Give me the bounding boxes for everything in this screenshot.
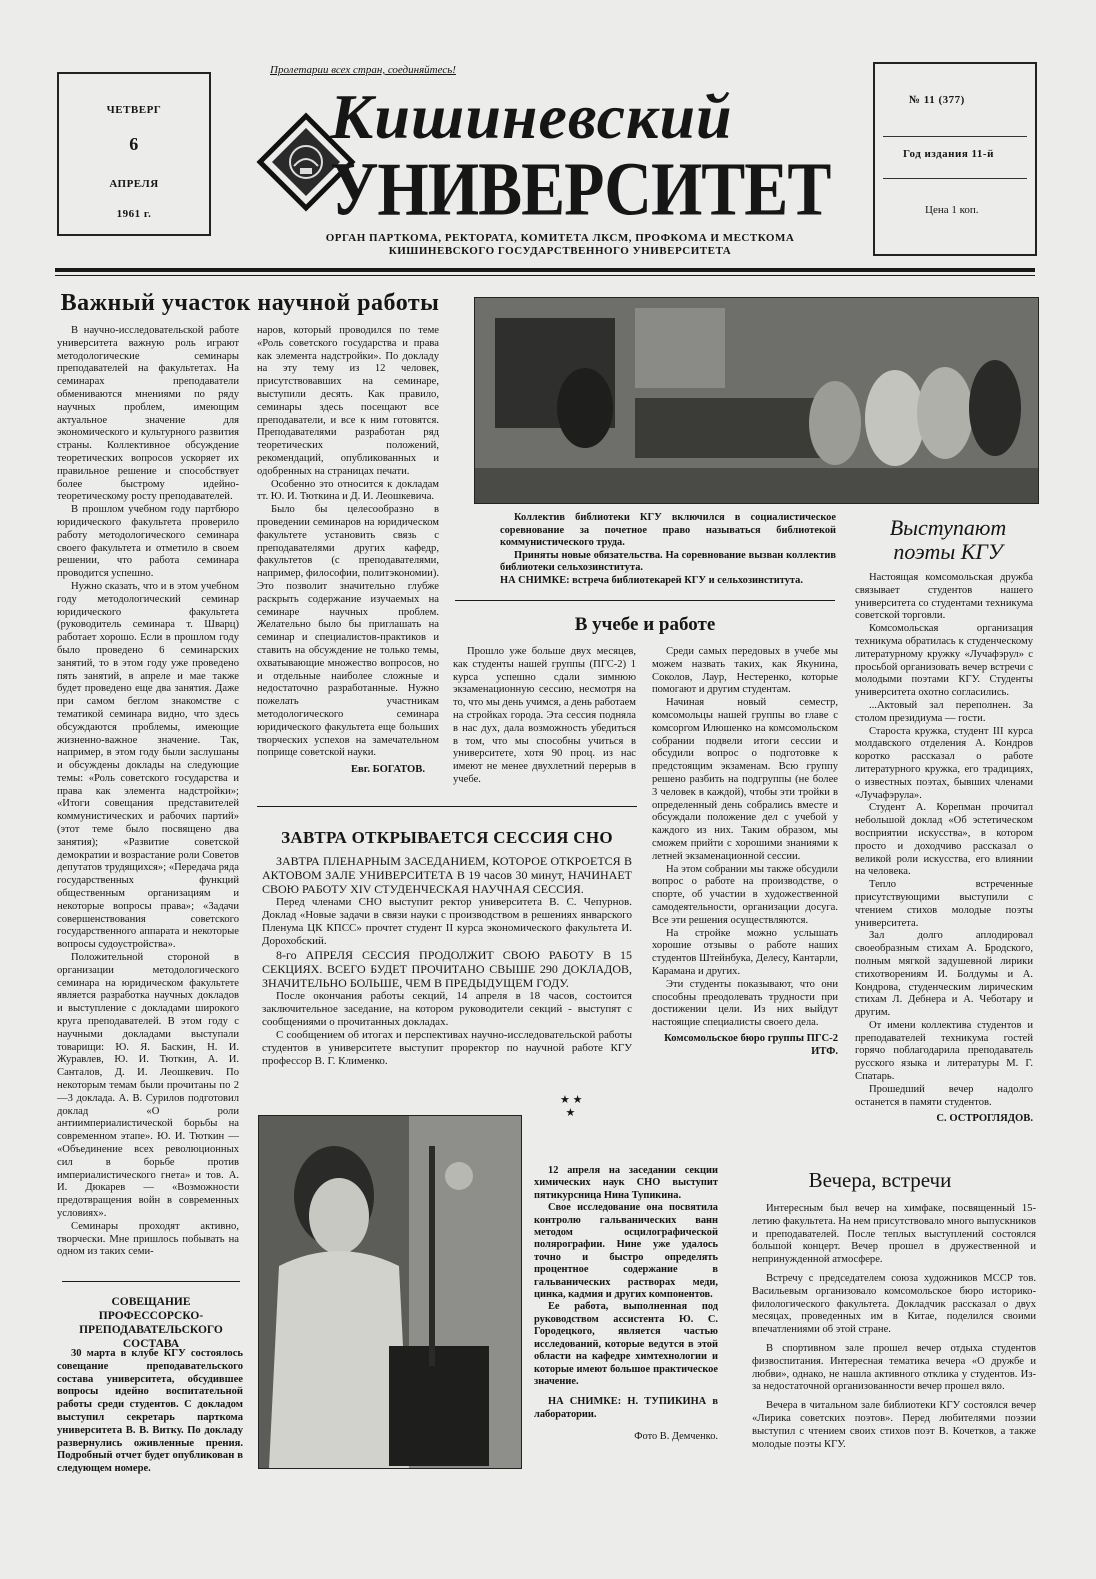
study-column-1 <box>453 646 636 787</box>
library-caption-3: НА СНИМКЕ: встреча библиотекарей КГУ и сельхозинститута. <box>500 574 803 586</box>
seminar-column-2 <box>257 325 439 777</box>
poets-p4: Староста кружка, студент III курса молдавского отделения А. Кондров коротко рассказал о работе литературного кружка, его традициях, о известных поэтах, бывших членами «Лучафэрула». <box>855 725 1033 801</box>
poets-p1: Настоящая комсомольская дружба связывает студентов нашего университета со студентами техникума советской торговли. <box>855 572 1033 622</box>
seminar-col2-p1: наров, который проводился по теме «Роль советского государства и права как элемента надстройки». По докладу на эту тему из 12 человек, присутствовавших на семинаре, выступили десять. Как правило, семинары здесь посещают все преподаватели, и все к ним готовятся. Преподавателями разработан ряд теоретических положений, рекомендаций, опубликованных и одобренных на страницах печати. <box>257 325 439 477</box>
title-script: Кишиневский <box>330 81 733 152</box>
headline-evenings: Вечера, встречи <box>808 1168 952 1192</box>
seminar-col1-p4: Положительной стороной в организации методологического семинара на юридическом факультете является разработка научных докладов и выступление с докладами широкого круга преподавателей. В этом году с научными докладами выступали товарищи: Ю. Я. Баскин, Н. И. Журавлев, Ю. И. Тюткин, А. И. Санталов, Д. И. Леошкевич. По некоторым темам были прочитаны по 2—3 доклада. А. В. Сурилов подготовил доклад «О роли антиимпериалистической борьбы на современном этапе». Ю. И. Тюткин — «Объединение всех революционных сил в борьбе против империалистического гнета» и тов. А. И. Дюкарев — «Возможности предотвращения войн в современных условиях». <box>57 952 239 1219</box>
evenings-p1: Интересным был вечер на химфаке, посвященный 15-летию факультета. На нем присутствовало много выпускников и преподавателей. После теплых выступлений состоялся большой концерт. Вечер прошел в дружественной и непринужденной атмосфере. <box>752 1203 1036 1266</box>
session-body <box>262 854 632 1068</box>
poets-signature: С. ОСТРОГЛЯДОВ. <box>936 1113 1033 1125</box>
seminar-col1-p5: Семинары проходят активно, творчески. Мне пришлось побывать на одном из таких семи- <box>57 1220 239 1258</box>
chemistry-photo <box>258 1115 522 1469</box>
study-col2-p2: Начиная новый семестр, комсомольцы нашей группы во главе с комсоргом Илюшенко на комсомольском собрании подвели итоги сессии и обсудили вопрос о подготовке к предстоящим экзаменам. Всю группу решено разбить на подгруппы (не более 3 человек в каждой), чтобы эти тройки в определенный день собрались вместе и обсуждали положение дел с учебой у каждого из них. Таким образом, мы сможем прийти с хорошими знаниями к летней экзаменационной сессии. <box>652 697 838 862</box>
publication-year: Год издания 11-й <box>903 148 994 160</box>
session-lead: ЗАВТРА ПЛЕНАРНЫМ ЗАСЕДАНИЕМ, КОТОРОЕ ОТКРОЕТСЯ В АКТОВОМ ЗАЛЕ УНИВЕРСИТЕТА В 19 часов 30 минут, НАЧИНАЕТ СВОЮ РАБОТУ XIV СТУДЕНЧЕСКАЯ НАУЧНАЯ СЕССИЯ. <box>262 854 632 896</box>
session-p4: С сообщением об итогах и перспективах научно-исследовательской работы студентов в университете выступит проректор по научной работе КГУ профессор В. Г. Клименко. <box>262 1029 632 1067</box>
headline-seminar: Важный участок научной работы <box>60 290 440 316</box>
headline-poets: Выступают поэты КГУ <box>889 515 1007 564</box>
study-column-2 <box>652 646 838 1059</box>
poets-p9: Прошедший вечер надолго останется в памяти студентов. <box>855 1083 1033 1108</box>
evenings-p3: В спортивном зале прошел вечер отдыха студентов физвоспитания. Интересная тематика вечера «О дружбе и любви», однако, не нашла активного отклика у студентов. Из-за недостаточной организованности вечер прошел вяло. <box>752 1342 1036 1393</box>
chemistry-credit: Фото В. Демченко. <box>634 1431 718 1443</box>
subtitle-1: ОРГАН ПАРТКОМА, РЕКТОРАТА, КОМИТЕТА ЛКСМ, ПРОФКОМА И МЕСТКОМА <box>325 232 795 244</box>
study-col2-p4: На стройке можно услышать хорошие отзывы о работе наших студентов Штейнбука, Делесу, Кантарли, Карамана и других. <box>652 927 838 977</box>
study-col2-p1: Среди самых передовых в учебе мы можем назвать таких, как Якунина, Соколов, Лаур, Нестеренко, которые помогают и другим студентам. <box>652 646 838 696</box>
stars-divider: ★ ★ ★ <box>560 1094 583 1119</box>
poets-p6: Тепло встреченные присутствующими выступили с чтением стихов молодые поэты университета. <box>855 879 1033 929</box>
poets-p2: Комсомольская организация техникума обратилась к студенческому литературному кружку «Лучафэрул» с просьбой организовать вечер встречи с молодыми поэтами КГУ. Студенты университета охотно согласились. <box>855 623 1033 699</box>
masthead <box>0 0 1096 280</box>
session-p3: После окончания работы секций, 14 апреля в 18 часов, состоится заключительное заседание, на котором руководители секций - выступят с сообщениями о прочитанных докладах. <box>262 990 632 1028</box>
seminar-col1-p2: В прошлом учебном году партбюро юридического факультета проверило работу методологического семинара своего факультета и отметило в своем решении, что работа семинара проводится успешно. <box>57 504 239 580</box>
meeting-rule <box>62 1281 240 1282</box>
title-caps: УНИВЕРСИТЕТ <box>330 147 831 232</box>
date-day: 6 <box>129 134 139 154</box>
evenings-body <box>752 1203 1036 1451</box>
chemistry-p2: Свое исследование она посвятила контролю гальванических ванн методом осцилографической полярографии. Нине уже удалось точно и быстро определять процентное содержание в гальванических растворах меди, цинка, кадмия и других компонентов. <box>534 1202 718 1301</box>
poets-p5: Студент А. Корепман прочитал небольшой доклад «Об эстетическом восприятии искусства», в котором просто и доходчиво рассказал о великой роли искусства, его влиянии на человека. <box>855 802 1033 878</box>
masthead-rule-thin <box>55 275 1035 276</box>
motto: Пролетарии всех стран, соединяйтесь! <box>270 64 456 76</box>
seminar-col2-p3: Было бы целесообразно в проведении семинаров на юридическом факультете установить связь с преподавателями других кафедр, факультетов (с преподавателями, например, философии, политэкономии). Это позволит значительно глубже раскрыть содержание изучаемых на семинаре научных проблем. Желательно было бы приглашать на семинар и специалистов-практиков и ставить на обсуждение не только темы, охватывающие множество вопросов, но и отдельные наиболее сложные и недостаточно разработанные. Нужно пожелать участникам методологического семинара юридического факультета еще больших творческих успехов на замечательном поприще советской науки. <box>257 504 439 759</box>
evenings-p2: Встречу с председателем союза художников МССР тов. Васильевым организовало комсомольское бюро историко-филологического факультета. Докладчик рассказал о двух месяцах, проведенных им в Китае, поделился своими впечатлениями об этой стране. <box>752 1272 1036 1336</box>
study-col1-p1: Прошло уже больше двух месяцев, как студенты нашей группы (ПГС-2) 1 курса успешно сдали зимнюю экзаменационную сессию, несмотря на то, что мы день учимся, а день работаем на стройках города. Эта сессия подняла в нас дух, дала возможность убедиться в том, что мы способны учиться в университете, хотя 90 проц. из нас имеют не менее двухлетний перерыв в учебе. <box>453 646 636 785</box>
library-caption-2: Приняты новые обязательства. На соревнование вызван коллектив библиотеки сельхозинститута. <box>500 549 836 574</box>
library-caption <box>500 512 836 588</box>
chemistry-caption: НА СНИМКЕ: Н. ТУПИКИНА в лаборатории. <box>534 1396 718 1420</box>
study-rule <box>455 600 835 601</box>
headline-session: ЗАВТРА ОТКРЫВАЕТСЯ СЕССИЯ СНО <box>281 828 613 847</box>
subtitle-2: КИШИНЕВСКОГО ГОСУДАРСТВЕННОГО УНИВЕРСИТЕТА <box>388 245 732 257</box>
issue-box <box>873 62 1037 256</box>
date-weekday: ЧЕТВЕРГ <box>106 104 162 116</box>
session-rule <box>257 806 637 807</box>
seminar-col1-p3: Нужно сказать, что и в этом учебном году методологический семинар юридического факультета (руководитель семинара т. Шварц) работает хорошо. Если в прошлом году было проведено 6 семинарских занятий, то в этом году уже проведено пять занятий, в апреле и мае также будет проведено еще два занятия. Даже при самом беглом знакомстве с тематикой семинара видно, что здесь обсуждаются проблемы, имеющие жизненно-важное значение. Так, например, в этом году были заслушаны и обсуждены доклады на следующие темы: «Роль советского государства и права как элемента надстройки»; «Итоги совещания представителей коммунистических и рабочих партий» (этот теме было посвящено два занятия); «Развитие советской демократии и возрастание роли Советов депутатов трудящихся»; «Передача ряда государственных функций общественным организациям и некоторые вопросы права»; «Задачи совершенствования советского государственного аппарата и некоторые вопросы судоустройства». <box>57 580 240 951</box>
price: Цена 1 коп. <box>925 204 979 216</box>
poets-p7: Зал долго аплодировал своеобразным стихам А. Бродского, полным мягкой задушевной лирики стихотворениям И. Болдумы и А. Кондрова, студенческим лирическим стихам Л. Дебнера и А. Чеботару и другим. <box>855 930 1033 1019</box>
session-p1: Перед членами СНО выступит ректор университета В. С. Чепурнов. Доклад «Новые задачи в связи науки с производством в решениях январского Пленума ЦК КПСС» прочтет студент II курса экономического факультета И. Дорохобский. <box>262 896 632 947</box>
study-col2-p3: На этом собрании мы также обсудили вопрос о работе на производстве, о спорте, об участии в художественной самодеятельности, организации досуга. Все эти решения осуществляются. <box>652 863 838 926</box>
meeting-body <box>57 1348 243 1476</box>
chemistry-text <box>534 1165 718 1444</box>
library-caption-1: Коллектив библиотеки КГУ включился в социалистическое соревнование за почетное право называться библиотекой коммунистического труда. <box>500 512 836 549</box>
meeting-text: 30 марта в клубе КГУ состоялось совещание преподавательского состава университета, обсудившее вопросы идейно воспитательной работы среди студентов. С докладом выступил секретарь парткома университета В. В. Витку. По докладу развернулись оживленные прения. Подробный отчет будет опубликован в следующем номере. <box>57 1348 243 1475</box>
poets-p3: ...Актовый зал переполнен. За столом президиума — гости. <box>855 699 1033 724</box>
study-signature: Комсомольское бюро группы ПГС-2 ИТФ. <box>664 1032 838 1057</box>
date-year: 1961 г. <box>116 208 152 220</box>
headline-study: В учебе и работе <box>574 614 716 635</box>
masthead-rule <box>55 268 1035 272</box>
seminar-col2-p2: Особенно это относится к докладам тт. Ю. И. Тюткина и Д. И. Леошкевича. <box>257 478 439 503</box>
seminar-signature: Евг. БОГАТОВ. <box>350 764 425 776</box>
poets-p8: От имени коллектива студентов и преподавателей техникума гостей горячо поблагодарила преподаватель русского языка и литературы М. Г. Спатарь. <box>855 1019 1033 1083</box>
issue-number: № 11 (377) <box>909 94 965 106</box>
chemistry-p1: 12 апреля на заседании секции химических наук СНО выступит пятикурсница Нина Тупикина. <box>534 1165 718 1201</box>
chemistry-p3: Ее работа, выполненная под руководством ассистента Ю. С. Городецкого, является частью исследований, которые ведутся в этой области на кафедре химтехнологии и которые имеют большое практическое значение. <box>534 1301 718 1387</box>
seminar-column-1 <box>57 325 239 1259</box>
seminar-col1-p1: В научно-исследовательской работе университета важную роль играют методологические семинары преподавателей на факультетах. На семинарах преподаватели обмениваются мнениями по ряду научных проблем, имеющим актуальное значение для экономического и культурного развития страны. Коллективное обсуждение теоретических вопросов ускоряет их правильное решение и способствует более быстрому идейно-теоретическому росту преподавателей. <box>57 325 239 503</box>
study-col2-p5: Эти студенты показывают, что они способны преодолевать трудности при достижении цели. Из них выйдут настоящие специалисты своего дела. <box>652 978 838 1029</box>
evenings-p4: Вечера в читальном зале библиотеки КГУ состоялся вечер «Лирика советских поэтов». Перед любителями поэзии выступил с чтением своих стихов поэт В. Кочетков, а также молодые поэты КГУ. <box>752 1400 1036 1450</box>
library-photo <box>474 297 1039 504</box>
headline-meeting: СОВЕЩАНИЕ ПРОФЕССОРСКО-ПРЕПОДАВАТЕЛЬСКОГО СОСТАВА <box>79 1296 223 1350</box>
session-p2: 8-го АПРЕЛЯ СЕССИЯ ПРОДОЛЖИТ СВОЮ РАБОТУ В 15 СЕКЦИЯХ. ВСЕГО БУДЕТ ПРОЧИТАНО СВЫШЕ 290 ДОКЛАДОВ, ЗНАЧИТЕЛЬНО БОЛЬШЕ, ЧЕМ В ПРЕДЫДУЩЕМ ГОДУ. <box>262 948 632 990</box>
poets-column <box>855 572 1033 1126</box>
date-box <box>57 72 211 236</box>
date-month: АПРЕЛЯ <box>109 178 159 190</box>
